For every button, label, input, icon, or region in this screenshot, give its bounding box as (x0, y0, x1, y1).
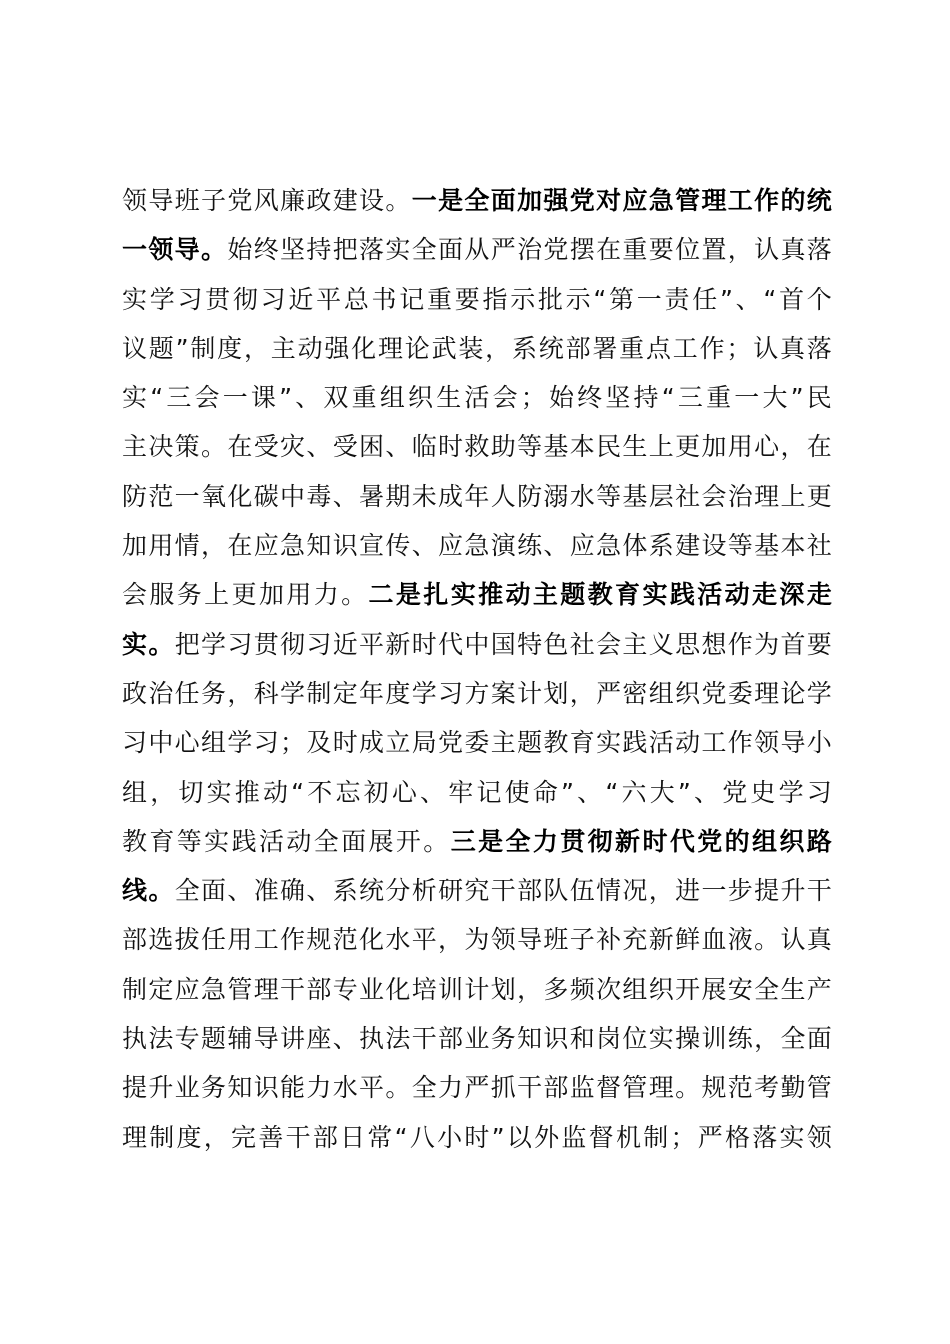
text-line (122, 817, 832, 866)
text-run: 把学习贯彻习近平新时代中国特色社会主义思想作为首要 (174, 629, 832, 659)
text-run: 全面、准确、系统分析研究干部队伍情况，进一步提升干 (174, 876, 832, 906)
text-run: 领导班子党风廉政建设。 (122, 186, 412, 215)
text-run: 理制度，完善干部日常“八小时”以外监督机制；严格落实领 (122, 1122, 832, 1152)
text-line (122, 768, 832, 817)
text-run: 会服务上更加用力。 (122, 580, 369, 610)
bold-text-run: 一是全面加强党对应急管理工作的统 (411, 186, 833, 215)
bold-text-run: 一领导。 (122, 235, 228, 265)
text-line (122, 472, 832, 521)
bold-text-run: 线。 (122, 876, 175, 906)
text-run: 议题”制度，主动强化理论武装，系统部署重点工作；认真落 (122, 333, 832, 363)
text-run: 提升业务知识能力水平。全力严抓干部监督管理。规范考勤管 (122, 1073, 832, 1103)
text-run: 政治任务，科学制定年度学习方案计划，严密组织党委理论学 (122, 678, 832, 708)
text-line (122, 1113, 832, 1162)
bold-text-run: 三是全力贯彻新时代党的组织路 (450, 826, 832, 856)
text-line (122, 176, 832, 225)
text-run: 组，切实推动“不忘初心、牢记使命”、“六大”、党史学习 (122, 777, 832, 807)
text-run: 习中心组学习；及时成立局党委主题教育实践活动工作领导小 (122, 728, 832, 758)
text-line (122, 718, 832, 767)
text-line (122, 669, 832, 718)
text-run: 实“三会一课”、双重组织生活会；始终坚持“三重一大”民 (122, 383, 832, 413)
text-run: 加用情，在应急知识宣传、应急演练、应急体系建设等基本社 (122, 531, 832, 561)
text-line (122, 1014, 832, 1063)
text-run: 教育等实践活动全面展开。 (122, 826, 451, 856)
text-line (122, 324, 832, 373)
text-line (122, 1063, 832, 1112)
text-line (122, 422, 832, 471)
text-line (122, 965, 832, 1014)
text-run: 防范一氧化碳中毒、暑期未成年人防溺水等基层社会治理上更 (122, 481, 832, 511)
text-line (122, 915, 832, 964)
text-line (122, 570, 832, 619)
body-paragraph (122, 176, 832, 1162)
text-run: 制定应急管理干部专业化培训计划，多频次组织开展安全生产 (122, 974, 832, 1004)
text-line (122, 225, 832, 274)
text-run: 主决策。在受灾、受困、临时救助等基本民生上更加用心，在 (122, 432, 832, 462)
text-run: 部选拔任用工作规范化水平，为领导班子补充新鲜血液。认真 (122, 925, 832, 955)
text-line (122, 866, 832, 915)
text-run: 执法专题辅导讲座、执法干部业务知识和岗位实操训练，全面 (122, 1024, 832, 1054)
text-run: 始终坚持把落实全面从严治党摆在重要位置，认真落 (227, 235, 832, 265)
bold-text-run: 二是扎实推动主题教育实践活动走深走 (368, 580, 832, 610)
text-line (122, 521, 832, 570)
bold-text-run: 实。 (122, 629, 175, 659)
text-line (122, 620, 832, 669)
text-run: 实学习贯彻习近平总书记重要指示批示“第一责任”、“首个 (122, 284, 832, 314)
text-line (122, 275, 832, 324)
text-line (122, 373, 832, 422)
